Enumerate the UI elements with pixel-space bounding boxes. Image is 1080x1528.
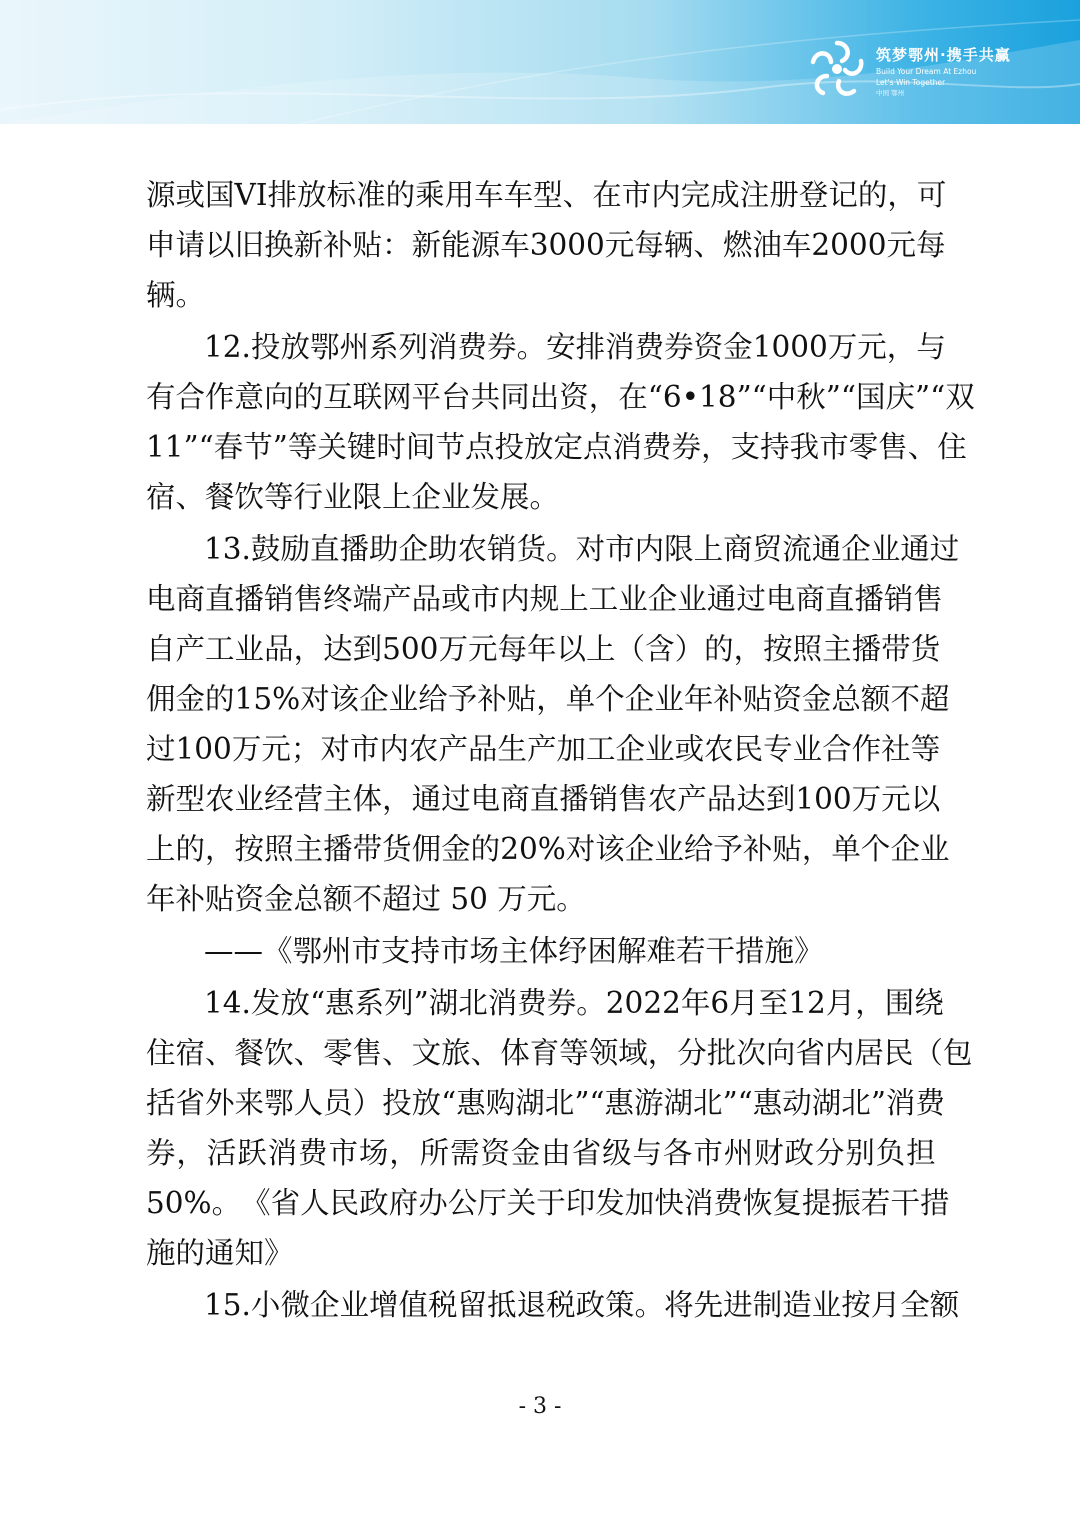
- page-number: - 3 -: [518, 1394, 562, 1419]
- page-header-banner: [0, 0, 1080, 124]
- body-line: 住 宿 、 餐 饮 、 零 售 、 文 旅 、 体 育 等 领 域 ， 分 批 次 向 省 内 居 民 （ 包: [146, 1036, 973, 1070]
- body-line: 14. 发 放 “ 惠 系 列 ” 湖 北 消 费 券 。 2022 年 6 月 至 12 月 ， 围 绕: [204, 986, 944, 1020]
- body-line: 申 请 以 旧 换 新 补 贴 ： 新 能 源 车 3000 元 每 辆 、 燃 油 车 2000 元 每: [146, 228, 946, 262]
- body-line: 宿、餐饮等行业限上企业发展。: [146, 480, 560, 514]
- body-line: 有 合 作 意 向 的 互 联 网 平 台 共 同 出 资 ， 在 “ 6•18 ” “ 中 秋 ” “ 国 庆 ” “ 双: [146, 380, 975, 414]
- body-line: 新 型 农 业 经 营 主 体 ， 通 过 电 商 直 播 销 售 农 产 品 达 到 100 万 元 以: [146, 782, 941, 816]
- brand-slogan-english-1: Build Your Dream At Ezhou: [876, 67, 977, 76]
- body-line: 辆。: [146, 278, 206, 312]
- body-line: 电 商 直 播 销 售 终 端 产 品 或 市 内 规 上 工 业 企 业 通 过 电 商 直 播 销 售: [146, 582, 943, 616]
- body-line: 15. 小 微 企 业 增 值 税 留 抵 退 税 政 策 。 将 先 进 制 造 业 按 月 全 额: [204, 1288, 960, 1322]
- header-brand-text: [876, 44, 1011, 97]
- body-line: 括 省 外 来 鄂 人 员 ） 投 放 “ 惠 购 湖 北 ” “ 惠 游 湖 北 ” “ 惠 动 湖 北 ” 消 费: [146, 1086, 945, 1120]
- brand-slogan-english-2: Let's Win Together: [876, 78, 946, 87]
- body-line: 施的通知》: [146, 1236, 294, 1270]
- body-line: 11 ” “ 春 节 ” 等 关 键 时 间 节 点 投 放 定 点 消 费 券 ， 支 持 我 市 零 售 、 住: [146, 430, 967, 464]
- body-line: 13. 鼓 励 直 播 助 企 助 农 销 货 。 对 市 内 限 上 商 贸 流 通 企 业 通 过: [204, 532, 960, 566]
- brand-slogan-chinese: 筑梦鄂州·携手共赢: [876, 46, 1011, 64]
- brand-location: 中国 鄂州: [876, 89, 905, 97]
- citation-line: ——《鄂州市支持市场主体纾困解难若干措施》: [204, 934, 824, 968]
- body-line: 12. 投 放 鄂 州 系 列 消 费 券 。 安 排 消 费 券 资 金 1000 万 元 ， 与: [204, 330, 946, 364]
- body-line: 源 或 国 VI 排 放 标 准 的 乘 用 车 车 型 、 在 市 内 完 成 注 册 登 记 的 ， 可: [146, 178, 947, 212]
- body-line: 券 ， 活 跃 消 费 市 场 ， 所 需 资 金 由 省 级 与 各 市 州 财 政 分 别 负 担: [146, 1136, 936, 1170]
- body-line: 年补贴资金总额不超过 50 万元。: [146, 882, 586, 916]
- ezhou-flower-logo-icon: [804, 36, 870, 102]
- body-line: 上 的 ， 按 照 主 播 带 货 佣 金 的 20% 对 该 企 业 给 予 补 贴 ， 单 个 企 业: [146, 832, 950, 866]
- body-line: 50% 。 《 省 人 民 政 府 办 公 厅 关 于 印 发 加 快 消 费 恢 复 提 振 若 干 措: [146, 1186, 950, 1220]
- body-line: 佣 金 的 15% 对 该 企 业 给 予 补 贴 ， 单 个 企 业 年 补 贴 资 金 总 额 不 超: [146, 682, 950, 716]
- body-line: 自 产 工 业 品 ， 达 到 500 万 元 每 年 以 上 （ 含 ） 的 ， 按 照 主 播 带 货: [146, 632, 941, 666]
- body-line: 过 100 万 元 ； 对 市 内 农 产 品 生 产 加 工 企 业 或 农 民 专 业 合 作 社 等: [146, 732, 941, 766]
